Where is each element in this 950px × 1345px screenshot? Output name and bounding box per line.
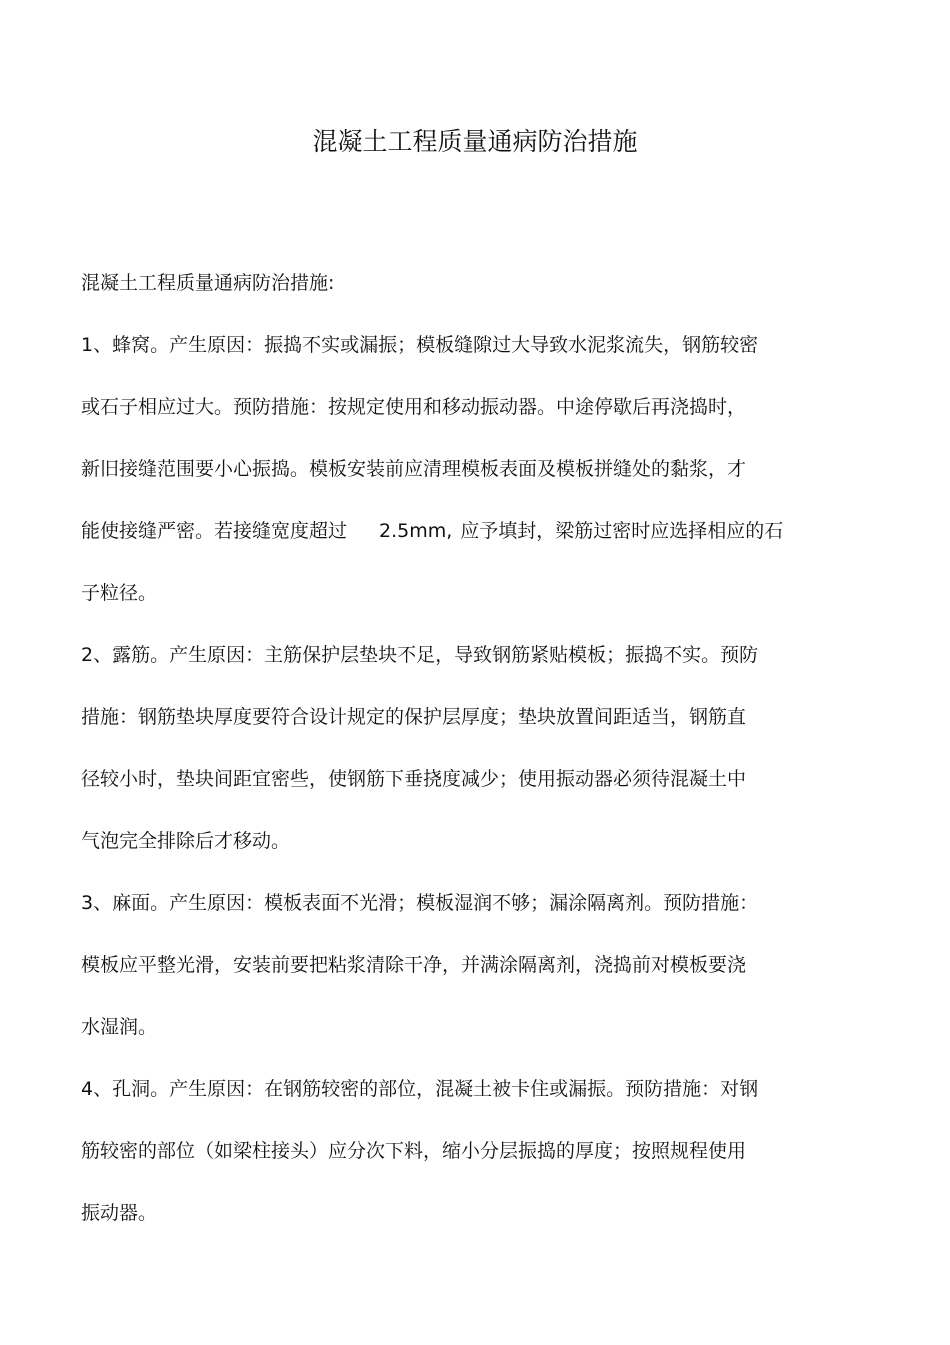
body-line: 气泡完全排除后才移动。 <box>81 830 291 852</box>
body-line: 措施：钢筋垫块厚度要符合设计规定的保护层厚度；垫块放置间距适当，钢筋直 <box>81 706 747 728</box>
body-line: 2、露筋。产生原因：主筋保护层垫块不足，导致钢筋紧贴模板；振捣不实。预防 <box>81 644 759 666</box>
body-line: 或石子相应过大。预防措施：按规定使用和移动振动器。中途停歇后再浇捣时， <box>81 396 747 418</box>
body-line: 子粒径。 <box>81 582 158 604</box>
body-line <box>81 516 783 546</box>
body-line: 筋较密的部位（如梁柱接头）应分次下料，缩小分层振捣的厚度；按照规程使用 <box>81 1140 747 1162</box>
body-text: 能使接缝严密。若接缝宽度超过 <box>81 520 348 542</box>
measurement-value: 2.5mm, <box>379 520 453 542</box>
body-line: 水湿润。 <box>81 1016 158 1038</box>
body-line: 4、孔洞。产生原因：在钢筋较密的部位，混凝土被卡住或漏振。预防措施：对钢 <box>81 1078 759 1100</box>
body-line: 振动器。 <box>81 1202 158 1224</box>
body-line: 1、蜂窝。产生原因：振捣不实或漏振；模板缝隙过大导致水泥浆流失，钢筋较密 <box>81 334 759 356</box>
body-line: 3、麻面。产生原因：模板表面不光滑；模板湿润不够；漏涂隔离剂。预防措施： <box>81 892 759 914</box>
body-text: 应予填封，梁筋过密时应选择相应的石 <box>460 520 784 542</box>
page-title: 混凝土工程质量通病防治措施 <box>312 127 638 156</box>
body-line: 新旧接缝范围要小心振捣。模板安装前应清理模板表面及模板拼缝处的黏浆，才 <box>81 458 747 480</box>
body-line: 混凝土工程质量通病防治措施: <box>81 272 335 294</box>
body-line: 模板应平整光滑，安装前要把粘浆清除干净，并满涂隔离剂，浇捣前对模板要浇 <box>81 954 747 976</box>
body-line: 径较小时，垫块间距宜密些，使钢筋下垂挠度减少；使用振动器必须待混凝土中 <box>81 768 747 790</box>
